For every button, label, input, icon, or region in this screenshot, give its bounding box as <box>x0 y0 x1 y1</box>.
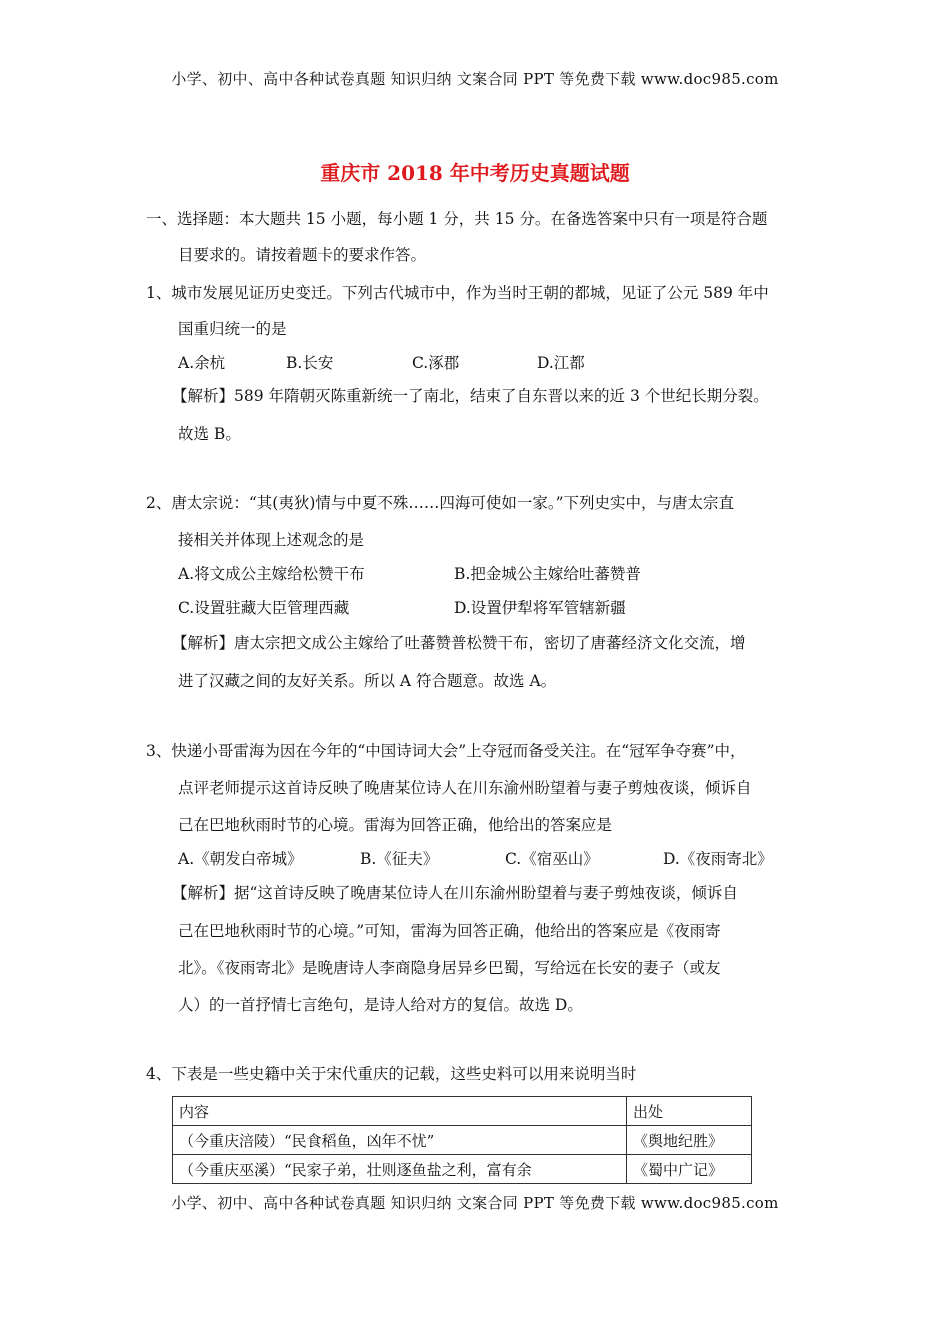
q1-option-d: D.江都 <box>537 354 585 372</box>
page-footer: 小学、初中、高中各种试卷真题 知识归纳 文案合同 PPT 等免费下载 www.doc985.com <box>171 1194 779 1212</box>
section-instructions-line1: 一、选择题：本大题共 15 小题，每小题 1 分，共 15 分。在备选答案中只有一项是符合题 <box>146 210 768 228</box>
q2-analysis-line1: 【解析】唐太宗把文成公主嫁给了吐蕃赞普松赞干布，密切了唐蕃经济文化交流，增 <box>172 634 746 652</box>
q1-stem-line2: 国重归统一的是 <box>178 320 287 338</box>
page-title: 重庆市 2018 年中考历史真题试题 <box>320 161 630 185</box>
q3-stem-line2: 点评老师提示这首诗反映了晚唐某位诗人在川东渝州盼望着与妻子剪烛夜谈，倾诉自 <box>178 779 752 797</box>
q3-option-c: C.《宿巫山》 <box>505 850 599 868</box>
table-cell-source: 《蜀中广记》 <box>627 1155 752 1184</box>
q2-option-b: B.把金城公主嫁给吐蕃赞普 <box>454 565 641 583</box>
table-row <box>173 1126 752 1155</box>
section-instructions-line2: 目要求的。请按着题卡的要求作答。 <box>178 246 427 264</box>
q4-stem-line1: 4、下表是一些史籍中关于宋代重庆的记载，这些史料可以用来说明当时 <box>146 1065 637 1083</box>
q1-option-b: B.长安 <box>286 354 334 372</box>
page-header: 小学、初中、高中各种试卷真题 知识归纳 文案合同 PPT 等免费下载 www.doc985.com <box>171 70 779 88</box>
q4-records-table <box>172 1096 752 1184</box>
q1-option-a: A.余杭 <box>178 354 226 372</box>
q3-stem-line3: 己在巴地秋雨时节的心境。雷海为回答正确，他给出的答案应是 <box>178 816 613 834</box>
q2-option-a: A.将文成公主嫁给松赞干布 <box>178 565 365 583</box>
q1-analysis-line2: 故选 B。 <box>178 425 241 443</box>
q2-option-c: C.设置驻藏大臣管理西藏 <box>178 599 350 617</box>
q2-analysis-line2: 进了汉藏之间的友好关系。所以 A 符合题意。故选 A。 <box>178 672 557 690</box>
q3-option-a: A.《朝发白帝城》 <box>178 850 303 868</box>
table-header-row <box>173 1097 752 1126</box>
q3-analysis-line2: 己在巴地秋雨时节的心境。”可知，雷海为回答正确，他给出的答案应是《夜雨寄 <box>178 922 721 940</box>
q1-analysis-line1: 【解析】589 年隋朝灭陈重新统一了南北，结束了自东晋以来的近 3 个世纪长期分裂。 <box>172 387 769 405</box>
q2-option-d: D.设置伊犁将军管辖新疆 <box>454 599 626 617</box>
q3-option-d: D.《夜雨寄北》 <box>663 850 773 868</box>
q3-option-b: B.《征夫》 <box>360 850 439 868</box>
table-header-source: 出处 <box>627 1097 752 1126</box>
table-row <box>173 1155 752 1184</box>
q3-analysis-line1: 【解析】据“这首诗反映了晚唐某位诗人在川东渝州盼望着与妻子剪烛夜谈，倾诉自 <box>172 884 738 902</box>
q2-stem-line2: 接相关并体现上述观念的是 <box>178 531 365 549</box>
table-cell-content: （今重庆涪陵）“民食稻鱼，凶年不忧” <box>173 1126 627 1155</box>
q3-analysis-line4: 人）的一首抒情七言绝句，是诗人给对方的复信。故选 D。 <box>178 996 583 1014</box>
table-cell-content: （今重庆巫溪）“民家子弟，壮则逐鱼盐之利，富有余 <box>173 1155 627 1184</box>
table-header-content: 内容 <box>173 1097 627 1126</box>
q1-option-c: C.涿郡 <box>412 354 460 372</box>
table-cell-source: 《舆地纪胜》 <box>627 1126 752 1155</box>
q1-stem-line1: 1、城市发展见证历史变迁。下列古代城市中，作为当时王朝的都城，见证了公元 589 年中 <box>146 284 769 302</box>
q3-analysis-line3: 北》。《夜雨寄北》是晚唐诗人李商隐身居异乡巴蜀，写给远在长安的妻子（或友 <box>178 959 721 977</box>
q3-stem-line1: 3、快递小哥雷海为因在今年的“中国诗词大会”上夺冠而备受关注。在“冠军争夺赛”中， <box>146 742 746 760</box>
q2-stem-line1: 2、唐太宗说：“其(夷狄)情与中夏不殊……四海可使如一家。”下列史实中，与唐太宗直 <box>146 494 735 512</box>
